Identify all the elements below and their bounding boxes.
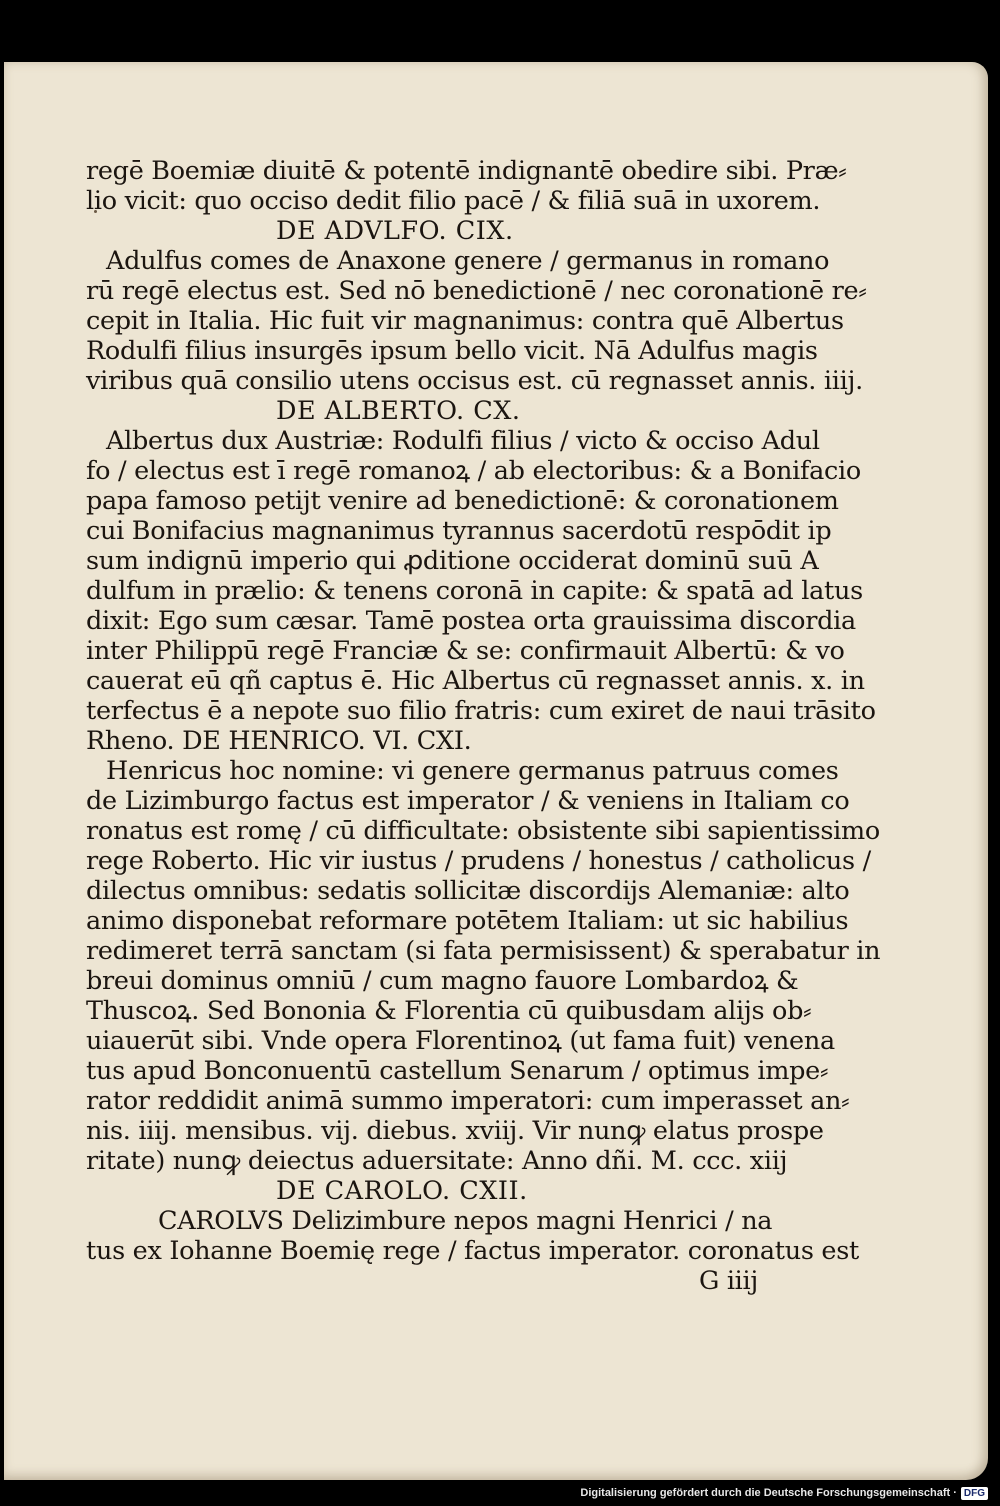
text-line: dulfum in prælio: & tenens coronā in capite: & spatā ad latus xyxy=(86,576,863,606)
text-line: dixit: Ego sum cæsar. Tamē postea orta grauissima discordia xyxy=(86,606,856,636)
text-line: rege Roberto. Hic vir iustus / prudens / honestus / catholicus / xyxy=(86,846,871,876)
text-line: breui dominus omniū / cum magno fauore Lombardoꝝ & xyxy=(86,966,799,996)
text-line: inter Philippū regē Franciæ & se: confirmauit Albertū: & vo xyxy=(86,636,845,666)
text-line: cui Bonifacius magnanimus tyrannus sacerdotū respōdit ip xyxy=(86,516,832,546)
digitization-footer xyxy=(580,1482,988,1504)
text-line: viribus quā consilio utens occisus est. cū regnasset annis. iiij. xyxy=(86,366,863,396)
text-line: tus apud Bonconuentū castellum Senarum / optimus impe⸗ xyxy=(86,1056,829,1086)
page-text-block xyxy=(86,156,881,1296)
text-line: CAROLVS Delizimbure nepos magni Henrici / na xyxy=(158,1206,773,1236)
chapter-heading: DE ALBERTO. CX. xyxy=(276,396,521,426)
text-line: nis. iiij. mensibus. vij. diebus. xviij. Vir nunꝙ elatus prospe xyxy=(86,1116,824,1146)
text-line: fo / electus est ī regē romanoꝝ / ab electoribus: & a Bonifacio xyxy=(86,456,861,486)
text-line: Adulfus comes de Anaxone genere / germanus in romano xyxy=(106,246,830,276)
text-line: Albertus dux Austriæ: Rodulfi filius / victo & occiso Adul xyxy=(106,426,820,456)
signature-mark: G iiij xyxy=(698,1266,758,1296)
text-line: cauerat eū qñ captus ē. Hic Albertus cū regnasset annis. x. in xyxy=(86,666,865,696)
dfg-logo-icon: DFG xyxy=(961,1487,988,1500)
text-line: papa famoso petijt venire ad benedictionē: & coronationem xyxy=(86,486,839,516)
book-page xyxy=(4,62,988,1480)
text-line: ritate) nunꝙ deiectus aduersitate: Anno dñi. M. ccc. xiij xyxy=(86,1146,788,1176)
text-line: regē Boemiæ diuitē & potentē indignantē obedire sibi. Præ⸗ xyxy=(86,156,847,186)
text-line: rator reddidit animā summo imperatori: cum imperasset an⸗ xyxy=(86,1086,850,1116)
text-line: sum indignū imperio qui ꝓditione occiderat dominū suū A xyxy=(86,546,819,576)
text-line: ronatus est romę / cū difficultate: obsistente sibi sapientissimo xyxy=(86,816,880,846)
chapter-heading: DE CAROLO. CXII. xyxy=(276,1176,528,1206)
text-line: Rheno. DE HENRICO. VI. CXI. xyxy=(86,726,472,756)
footer-credit: Digitalisierung gefördert durch die Deutsche Forschungsgemeinschaft · xyxy=(580,1487,957,1499)
text-line: dilectus omnibus: sedatis sollicitæ discordijs Alemaniæ: alto xyxy=(86,876,850,906)
text-line: uiauerūt sibi. Vnde opera Florentinoꝝ (ut fama fuit) venena xyxy=(86,1026,835,1056)
chapter-heading: DE ADVLFO. CIX. xyxy=(276,216,514,246)
text-line: terfectus ē a nepote suo filio fratris: cum exiret de naui trāsito xyxy=(86,696,876,726)
text-line: Rodulfi filius insurgēs ipsum bello vicit. Nā Adulfus magis xyxy=(86,336,818,366)
text-line: Henricus hoc nomine: vi genere germanus patruus comes xyxy=(106,756,839,786)
text-line: de Lizimburgo factus est imperator / & veniens in Italiam co xyxy=(86,786,850,816)
text-line: animo disponebat reformare potētem Italiam: ut sic habilius xyxy=(86,906,849,936)
text-line: cepit in Italia. Hic fuit vir magnanimus: contra quē Albertus xyxy=(86,306,844,336)
text-line: rū regē electus est. Sed nō benedictionē / nec coronationē re⸗ xyxy=(86,276,867,306)
text-line: Thuscoꝝ. Sed Bononia & Florentia cū quibusdam alijs ob⸗ xyxy=(86,996,812,1026)
text-line: lio vicit: quo occiso dedit filio pacē / & filiā suā in uxorem. xyxy=(86,186,821,216)
text-line: redimeret terrā sanctam (si fata permisissent) & sperabatur in xyxy=(86,936,881,966)
text-line: tus ex Iohanne Boemię rege / factus imperator. coronatus est xyxy=(86,1236,859,1266)
